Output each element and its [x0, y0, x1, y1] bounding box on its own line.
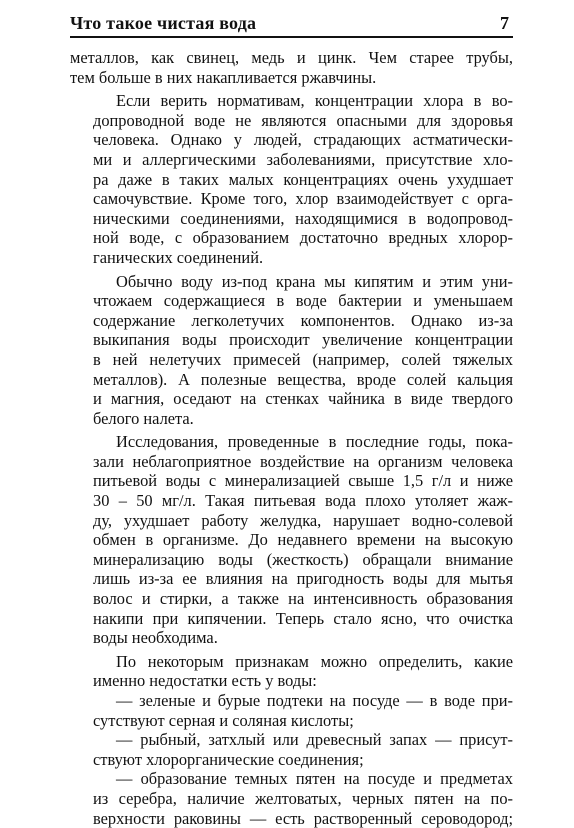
text-line: волос и стирки, а также на интенсивность образования — [93, 589, 513, 609]
text-line: ганических соединений. — [93, 247, 264, 267]
book-page — [70, 8, 513, 828]
list-item — [70, 769, 513, 828]
text-line: минерализацию воды (жесткость) обращали внимание — [93, 549, 513, 569]
text-line: металлов, как свинец, медь и цинк. Чем старее трубы, — [70, 48, 513, 67]
text-line: Обычно воду из-под крана мы кипятим и этим уни- — [116, 271, 513, 291]
text-line: ной воде, с образованием достаточно вредных хлорор- — [93, 228, 513, 248]
text-line: сутствуют серная и соляная кислоты; — [93, 710, 354, 730]
text-line: ду, ухудшает работу желудка, нарушает водно-солевой — [93, 510, 513, 530]
text-line: содержание легколетучих компонентов. Однако из-за — [93, 310, 513, 330]
text-line: и магния, оседают на стенках чайника в виде твердого — [93, 389, 513, 409]
text-line: тем больше в них накапливается ржавчины. — [70, 67, 377, 87]
text-line: — образование темных пятен на посуде и предметах — [116, 769, 513, 789]
text-line: лишь из-за ее влияния на пригодность воды для мытья — [93, 569, 513, 589]
running-head — [70, 8, 513, 38]
text-line: воды необходима. — [93, 628, 218, 648]
paragraph — [70, 48, 513, 87]
text-line: самочувствие. Кроме того, хлор взаимодействует с орга- — [93, 189, 513, 209]
text-line: выкипания воды происходит увеличение концентрации — [93, 330, 513, 350]
text-line: — рыбный, затхлый или древесный запах — присут- — [116, 730, 513, 750]
text-line: Если верить нормативам, концентрации хлора в во- — [116, 91, 513, 111]
text-line: в ней нелетучих примесей (например, солей тяжелых — [93, 349, 513, 369]
text-line: накипи при кипячении. Теперь стало ясно, что очистка — [93, 608, 513, 628]
text-line: ми и аллергическими заболеваниями, присутствие хло- — [93, 149, 513, 169]
text-line: металлов). А полезные вещества, вроде солей кальция — [93, 369, 513, 389]
text-line: — зеленые и бурые подтеки на посуде — в воде при- — [116, 691, 513, 710]
paragraph — [70, 91, 513, 267]
page-number: 7 — [500, 13, 509, 33]
text-line: Исследования, проведенные в последние годы, пока- — [116, 432, 513, 452]
text-line: белого налета. — [93, 408, 194, 428]
text-line: человека. Однако у людей, страдающих астматически- — [93, 130, 513, 150]
text-line: зали неблагоприятное воздействие на организм человека — [93, 451, 513, 471]
text-line: именно недостатки есть у воды: — [93, 671, 317, 691]
text-line: питьевой воды с минерализацией свыше 1,5 г/л и ниже — [93, 471, 513, 491]
list-item — [70, 691, 513, 730]
text-line: обмен в организме. До недавнего времени на высокую — [93, 530, 513, 550]
text-line: из серебра, наличие желтоватых, черных пятен на по- — [93, 788, 513, 808]
text-line: ствуют хлорорганические соединения; — [93, 749, 364, 769]
body-text — [70, 48, 513, 828]
chapter-title: Что такое чистая вода — [70, 13, 257, 33]
text-line: По некоторым признакам можно определить, какие — [116, 651, 513, 671]
text-line: 30 – 50 мг/л. Такая питьевая вода плохо утоляет жаж- — [93, 491, 513, 511]
text-line: верхности раковины — есть растворенный сероводород; — [93, 808, 513, 828]
text-line: чтожаем содержащиеся в воде бактерии и уменьшаем — [93, 291, 513, 311]
text-line: допроводной воде не являются опасными для здоровья — [93, 110, 513, 130]
text-line: ническими соединениями, находящимися в водопровод- — [93, 208, 513, 228]
paragraph — [70, 272, 513, 429]
text-line: ра даже в таких малых концентрациях очень ухудшает — [93, 169, 513, 189]
paragraph — [70, 652, 513, 691]
paragraph — [70, 432, 513, 648]
list-item — [70, 730, 513, 769]
